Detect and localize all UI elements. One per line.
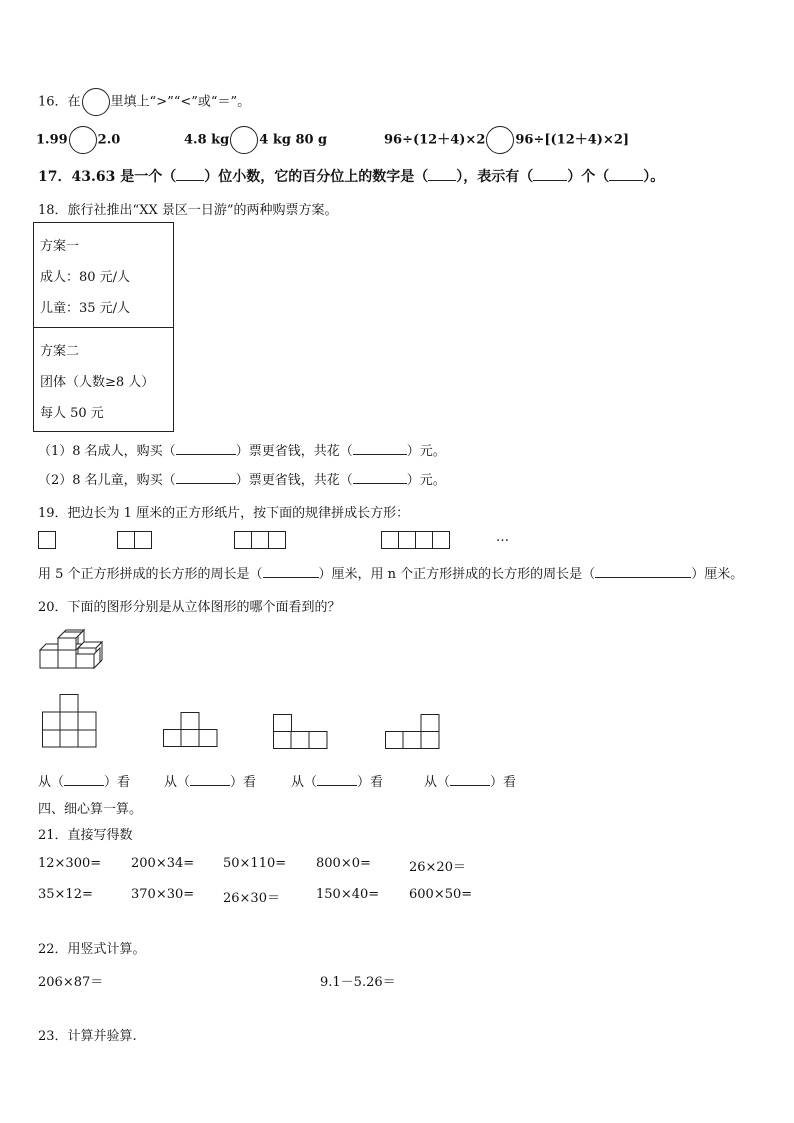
q16-item-2: 4.8 kg 4 kg 80 g (184, 126, 327, 154)
blank-2[interactable] (428, 168, 456, 181)
blank-view-3[interactable] (317, 773, 357, 786)
plan2-title: 方案二 (40, 344, 80, 359)
blank-cost-2[interactable] (353, 471, 407, 484)
blank-perimeter-5[interactable] (263, 565, 319, 578)
blank-view-2[interactable] (190, 773, 230, 786)
blank-view-1[interactable] (64, 773, 104, 786)
compare-circle-3[interactable] (486, 126, 514, 154)
q21-title: 21．直接写得数 (38, 828, 133, 843)
q18-title: 18．旅行社推出“XX 景区一日游”的两种购票方案。 (38, 203, 338, 218)
compare-circle-2[interactable] (230, 126, 258, 154)
q18-sub2: （2）8 名儿童，购买（ ）票更省钱，共花（ ）元。 (38, 473, 446, 488)
pattern-3-square (251, 531, 269, 549)
calc-item: 35×12= (38, 887, 93, 902)
q17-text: 17．43.63 是一个（ ）位小数，它的百分位上的数字是（ ），表示有（ ）个（ ）。 (38, 169, 665, 185)
q18-sub1: （1）8 名成人，购买（ ）票更省钱，共花（ ）元。 (38, 444, 446, 459)
table-divider (34, 327, 173, 328)
answer-circle[interactable] (82, 88, 110, 116)
pattern-4-square (415, 531, 433, 549)
blank-3[interactable] (533, 168, 567, 181)
view-figure-2 (163, 712, 219, 748)
q16-item-1: 1.99 2.0 (36, 126, 120, 154)
pattern-4-square (398, 531, 416, 549)
plan2-group: 团体（人数≥8 人） (40, 375, 155, 390)
blank-view-4[interactable] (450, 773, 490, 786)
q23-title: 23．计算并验算. (38, 1029, 137, 1044)
view-figure-1 (42, 694, 98, 748)
q22-title: 22．用竖式计算。 (38, 942, 146, 957)
calc-item: 26×20＝ (409, 860, 466, 875)
blank-plan-1[interactable] (176, 442, 236, 455)
q22-item-1: 206×87＝ (38, 975, 104, 990)
calc-item: 26×30＝ (223, 891, 280, 906)
view-answer-4: 从（ ）看 (424, 775, 517, 790)
q20-title: 20．下面的图形分别是从立体图形的哪个面看到的？ (38, 600, 341, 615)
calc-item: 370×30= (131, 887, 195, 902)
solid-figure-drawing (36, 626, 108, 672)
pattern-2-square (134, 531, 152, 549)
ellipsis: … (496, 530, 509, 545)
plan1-title: 方案一 (40, 239, 80, 254)
q16-item-3: 96÷(12＋4)×2 96÷[(12＋4)×2] (384, 126, 629, 154)
pattern-3-square (268, 531, 286, 549)
pattern-2-square (117, 531, 135, 549)
view-answer-2: 从（ ）看 (164, 775, 257, 790)
blank-cost-1[interactable] (353, 442, 407, 455)
plan2-price: 每人 50 元 (40, 406, 104, 421)
ticket-plans-table (33, 222, 174, 432)
plan1-child: 儿童：35 元/人 (40, 301, 131, 316)
q16-title: 16．在 里填上“>”“<”或“＝”。 (38, 88, 250, 116)
view-figure-4 (385, 714, 441, 750)
plan1-adult: 成人：80 元/人 (40, 270, 131, 285)
pattern-1-square (38, 531, 56, 549)
calc-item: 12×300= (38, 856, 102, 871)
calc-item: 800×0= (316, 856, 371, 871)
compare-circle-1[interactable] (69, 126, 97, 154)
blank-plan-2[interactable] (176, 471, 236, 484)
calc-item: 600×50= (409, 887, 473, 902)
pattern-4-square (432, 531, 450, 549)
q22-item-2: 9.1－5.26＝ (320, 975, 396, 990)
blank-4[interactable] (609, 168, 643, 181)
blank-1[interactable] (176, 168, 204, 181)
q19-title: 19．把边长为 1 厘米的正方形纸片，按下面的规律拼成长方形： (38, 506, 410, 521)
view-figure-3 (273, 714, 329, 750)
section-4-title: 四、细心算一算。 (38, 802, 143, 817)
calc-item: 150×40= (316, 887, 380, 902)
q19-text: 用 5 个正方形拼成的长方形的周长是（ ）厘米，用 n 个正方形拼成的长方形的周长是（ ）厘米。 (38, 567, 744, 582)
view-answer-1: 从（ ）看 (38, 775, 131, 790)
pattern-4-square (381, 531, 399, 549)
calc-item: 50×110= (223, 856, 287, 871)
calc-item: 200×34= (131, 856, 195, 871)
blank-perimeter-n[interactable] (595, 565, 691, 578)
view-answer-3: 从（ ）看 (291, 775, 384, 790)
pattern-3-square (234, 531, 252, 549)
